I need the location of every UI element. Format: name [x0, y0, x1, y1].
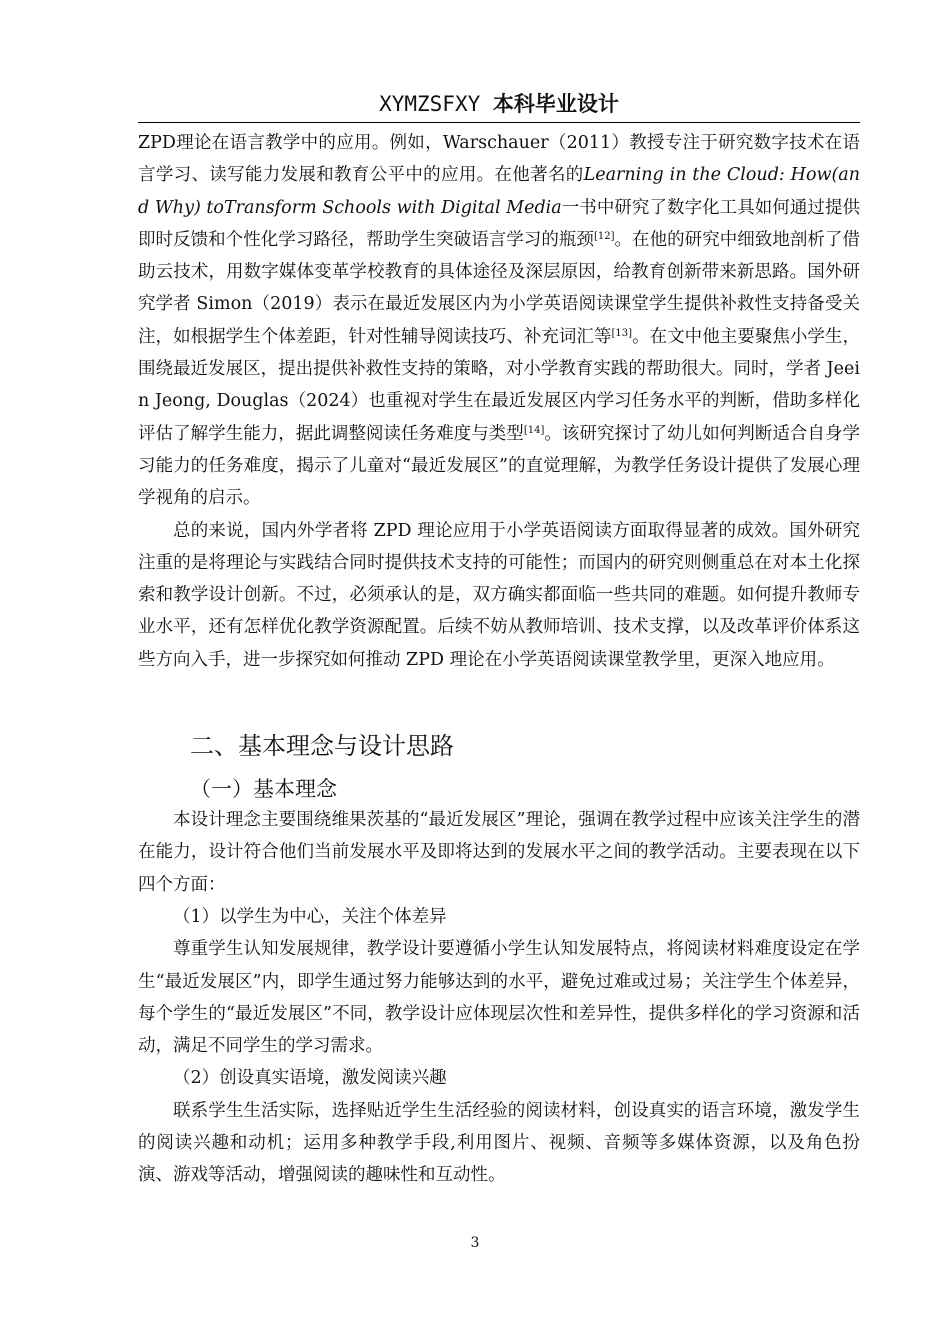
section-heading: 二、基本理念与设计思路	[190, 732, 454, 761]
text-segment: 。在他的研究中细致地剖析了借助云技术，用数字媒体变革学校教育的具体途径及深层原因，给教育创新带来新思路。国外研究学者 Simon（2019）表示在最近发展区内为小学英语阅读课堂学生提供补救性支持备受关注，如根据学生个体差距，针对性辅导阅读技巧、补充词汇等	[138, 229, 860, 347]
running-header	[138, 90, 860, 118]
text-segment: 。在文中他主要聚焦小学生，围绕最近发展区，提出提供补救性支持的策略，对小学教育实践的帮助很大。同时，学者 Jeein Jeong, Douglas（2024）也重视对学生在最近发展区内学习任务水平的判断，借助多样化评估了解学生能力，据此调整阅读任务难度与类型	[138, 326, 861, 444]
text-segment: 一书中研究了数字化工具如何通过提供即时反馈和个性化学习路径，帮助学生突破语言学习的瓶颈	[138, 197, 860, 250]
header-code: XYMZSFXY	[379, 92, 493, 116]
subsection-heading: （一）基本理念	[190, 777, 337, 802]
paragraph-literature-foreign	[138, 127, 860, 515]
paragraph-summary: 总的来说，国内外学者将 ZPD 理论应用于小学英语阅读方面取得显著的成效。国外研究注重的是将理论与实践结合同时提供技术支持的可能性；而国内的研究则侧重总在对本土化探索和教学设计创新。不过，必须承认的是，双方确实都面临一些共同的难题。如何提升教师专业水平，还有怎样优化教学资源配置。后续不妨从教师培训、技术支撑，以及改革评价体系这些方向入手，进一步探究如何推动 ZPD 理论在小学英语阅读课堂教学里，更深入地应用。	[138, 520, 860, 670]
header-rule	[138, 122, 860, 123]
citation-ref: [14]	[523, 424, 545, 436]
citation-ref: [12]	[593, 230, 615, 242]
point-text: 联系学生生活实际，选择贴近学生生活经验的阅读材料，创设真实的语言环境，激发学生的阅读兴趣和动机；运用多种教学手段,利用图片、视频、音频等多媒体资源，以及角色扮演、游戏等活动，增强阅读的趣味性和互动性。	[138, 1100, 860, 1186]
point-text: 尊重学生认知发展规律，教学设计要遵循小学生认知发展特点，将阅读材料难度设定在学生“最近发展区”内，即学生通过努力能够达到的水平，避免过难或过易；关注学生个体差异，每个学生的“最近发展区”不同，教学设计应体现层次性和差异性，提供多样化的学习资源和活动，满足不同学生的学习需求。	[138, 939, 860, 1057]
header-label: 本科毕业设计	[492, 92, 619, 116]
point-title: （1）以学生为中心，关注个体差异	[173, 906, 447, 927]
citation-ref: [13]	[611, 327, 633, 339]
book-title: Learning in the Cloud: How(and Why) toTransform Schools with Digital Media	[138, 165, 860, 218]
text-segment: 。该研究探讨了幼儿如何判断适合自身学习能力的任务难度，揭示了儿童对“最近发展区”的直觉理解，为教学任务设计提供了发展心理学视角的启示。	[138, 423, 861, 509]
page-body	[138, 127, 860, 1192]
point-title: （2）创设真实语境，激发阅读兴趣	[173, 1068, 447, 1089]
page-number: 3	[470, 1235, 480, 1251]
text-segment: ZPD理论在语言教学中的应用。例如，Warschauer（2011）教授专注于研究数字技术在语言学习、读写能力发展和教育公平中的应用。在他著名的	[138, 133, 860, 186]
paragraph-intro: 本设计理念主要围绕维果茨基的“最近发展区”理论，强调在教学过程中应该关注学生的潜在能力，设计符合他们当前发展水平及即将达到的发展水平之间的教学活动。主要表现在以下四个方面：	[138, 810, 860, 895]
